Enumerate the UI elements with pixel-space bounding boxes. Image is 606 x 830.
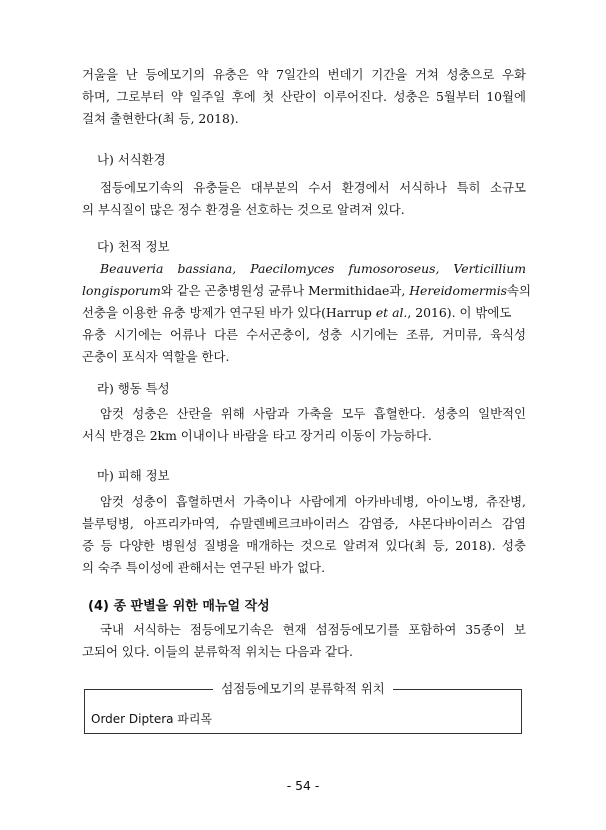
paragraph-species-count	[82, 619, 526, 663]
text-line: 암컷 성충이 흡혈하면서 가축이나 사람에게 아카바네병, 아이노병, 츄잔병,	[100, 494, 526, 509]
text-run: 속의	[507, 283, 531, 298]
text-run: ., 2016). 이 밖에도	[403, 305, 512, 320]
text-line: 거울을 난 등에모기의 유충은 약 7일간의 번데기 기간을 거쳐 성충으로 우화	[82, 67, 526, 82]
text-line	[82, 302, 526, 324]
text-run: 와 같은 곤충병원성 균류나 Mermithidae과,	[160, 283, 410, 298]
paragraph-damage	[82, 491, 526, 579]
text-run: 선충을 이용한 유충 방제가 연구된 바가 있다(Harrup	[82, 305, 376, 320]
text-line: 유충 시기에는 어류나 다른 수서곤충이, 성충 시기에는 조류, 거미류, 육식성	[82, 327, 526, 342]
species-name: fumosoroseus,	[348, 261, 440, 276]
paragraph-habitat	[82, 177, 526, 221]
taxonomy-box-title-text: 섬점등에모기의 분류학적 위치	[213, 681, 392, 696]
page-number: - 54 -	[286, 778, 320, 793]
species-name: Verticillium	[453, 261, 526, 276]
text-line: 서식 반경은 2km 이내이나 바람을 타고 장거리 이동이 가능하다.	[82, 428, 432, 443]
taxonomy-order: Order Diptera 파리목	[91, 712, 213, 726]
text-line: 암컷 성충은 산란을 위해 사람과 가축을 모두 흡혈한다. 성충의 일반적인	[100, 406, 526, 421]
taxonomy-box-title	[85, 678, 521, 700]
text-line	[82, 280, 531, 302]
heading-habitat: 나) 서식환경	[97, 152, 166, 167]
species-name: bassiana,	[177, 261, 237, 276]
heading-damage: 마) 피해 정보	[97, 468, 170, 483]
species-name: longisporum	[82, 283, 161, 298]
text-line: 의 부식질이 많은 정수 환경을 선호하는 것으로 알려져 있다.	[82, 202, 405, 217]
heading-natural-enemies: 다) 천적 정보	[97, 239, 170, 254]
paragraph-emergence	[82, 64, 526, 130]
text-line: 하며, 그로부터 약 일주일 후에 첫 산란이 이루어진다. 성충은 5월부터 10월에	[82, 89, 526, 104]
section-title: (4) 종 판별을 위한 매뉴얼 작성	[88, 599, 270, 614]
text-line: 곤충이 포식자 역할을 한다.	[82, 349, 230, 364]
species-name: Beauveria	[100, 261, 164, 276]
text-line: 의 숙주 특이성에 관해서는 연구된 바가 없다.	[82, 560, 326, 575]
text-line: 국내 서식하는 점등에모기속은 현재 섬점등에모기를 포함하여 35종이 보	[100, 622, 526, 637]
text-line: 걸쳐 출현한다(최 등, 2018).	[82, 111, 239, 126]
heading-behavior: 라) 행동 특성	[97, 381, 170, 396]
paragraph-behavior	[82, 403, 526, 447]
taxonomy-box	[84, 681, 522, 734]
citation-italic: et al	[375, 305, 404, 320]
text-line: 점등에모기속의 유충들은 대부분의 수서 환경에서 서식하나 특히 소규모	[100, 180, 526, 195]
species-name: Paecilomyces	[250, 261, 335, 276]
text-line: 블루텅병, 아프리카마역, 슈말렌베르크바이러스 감염증, 샤몬다바이러스 감염	[82, 516, 526, 531]
text-line	[82, 258, 526, 280]
text-line: 고되어 있다. 이들의 분류학적 위치는 다음과 같다.	[82, 644, 353, 659]
paragraph-natural-enemies	[82, 258, 531, 368]
genus-name: Hereidomermis	[409, 283, 508, 298]
text-line: 증 등 다양한 병원성 질병을 매개하는 것으로 알려져 있다(최 등, 2018). 성충	[82, 538, 526, 553]
